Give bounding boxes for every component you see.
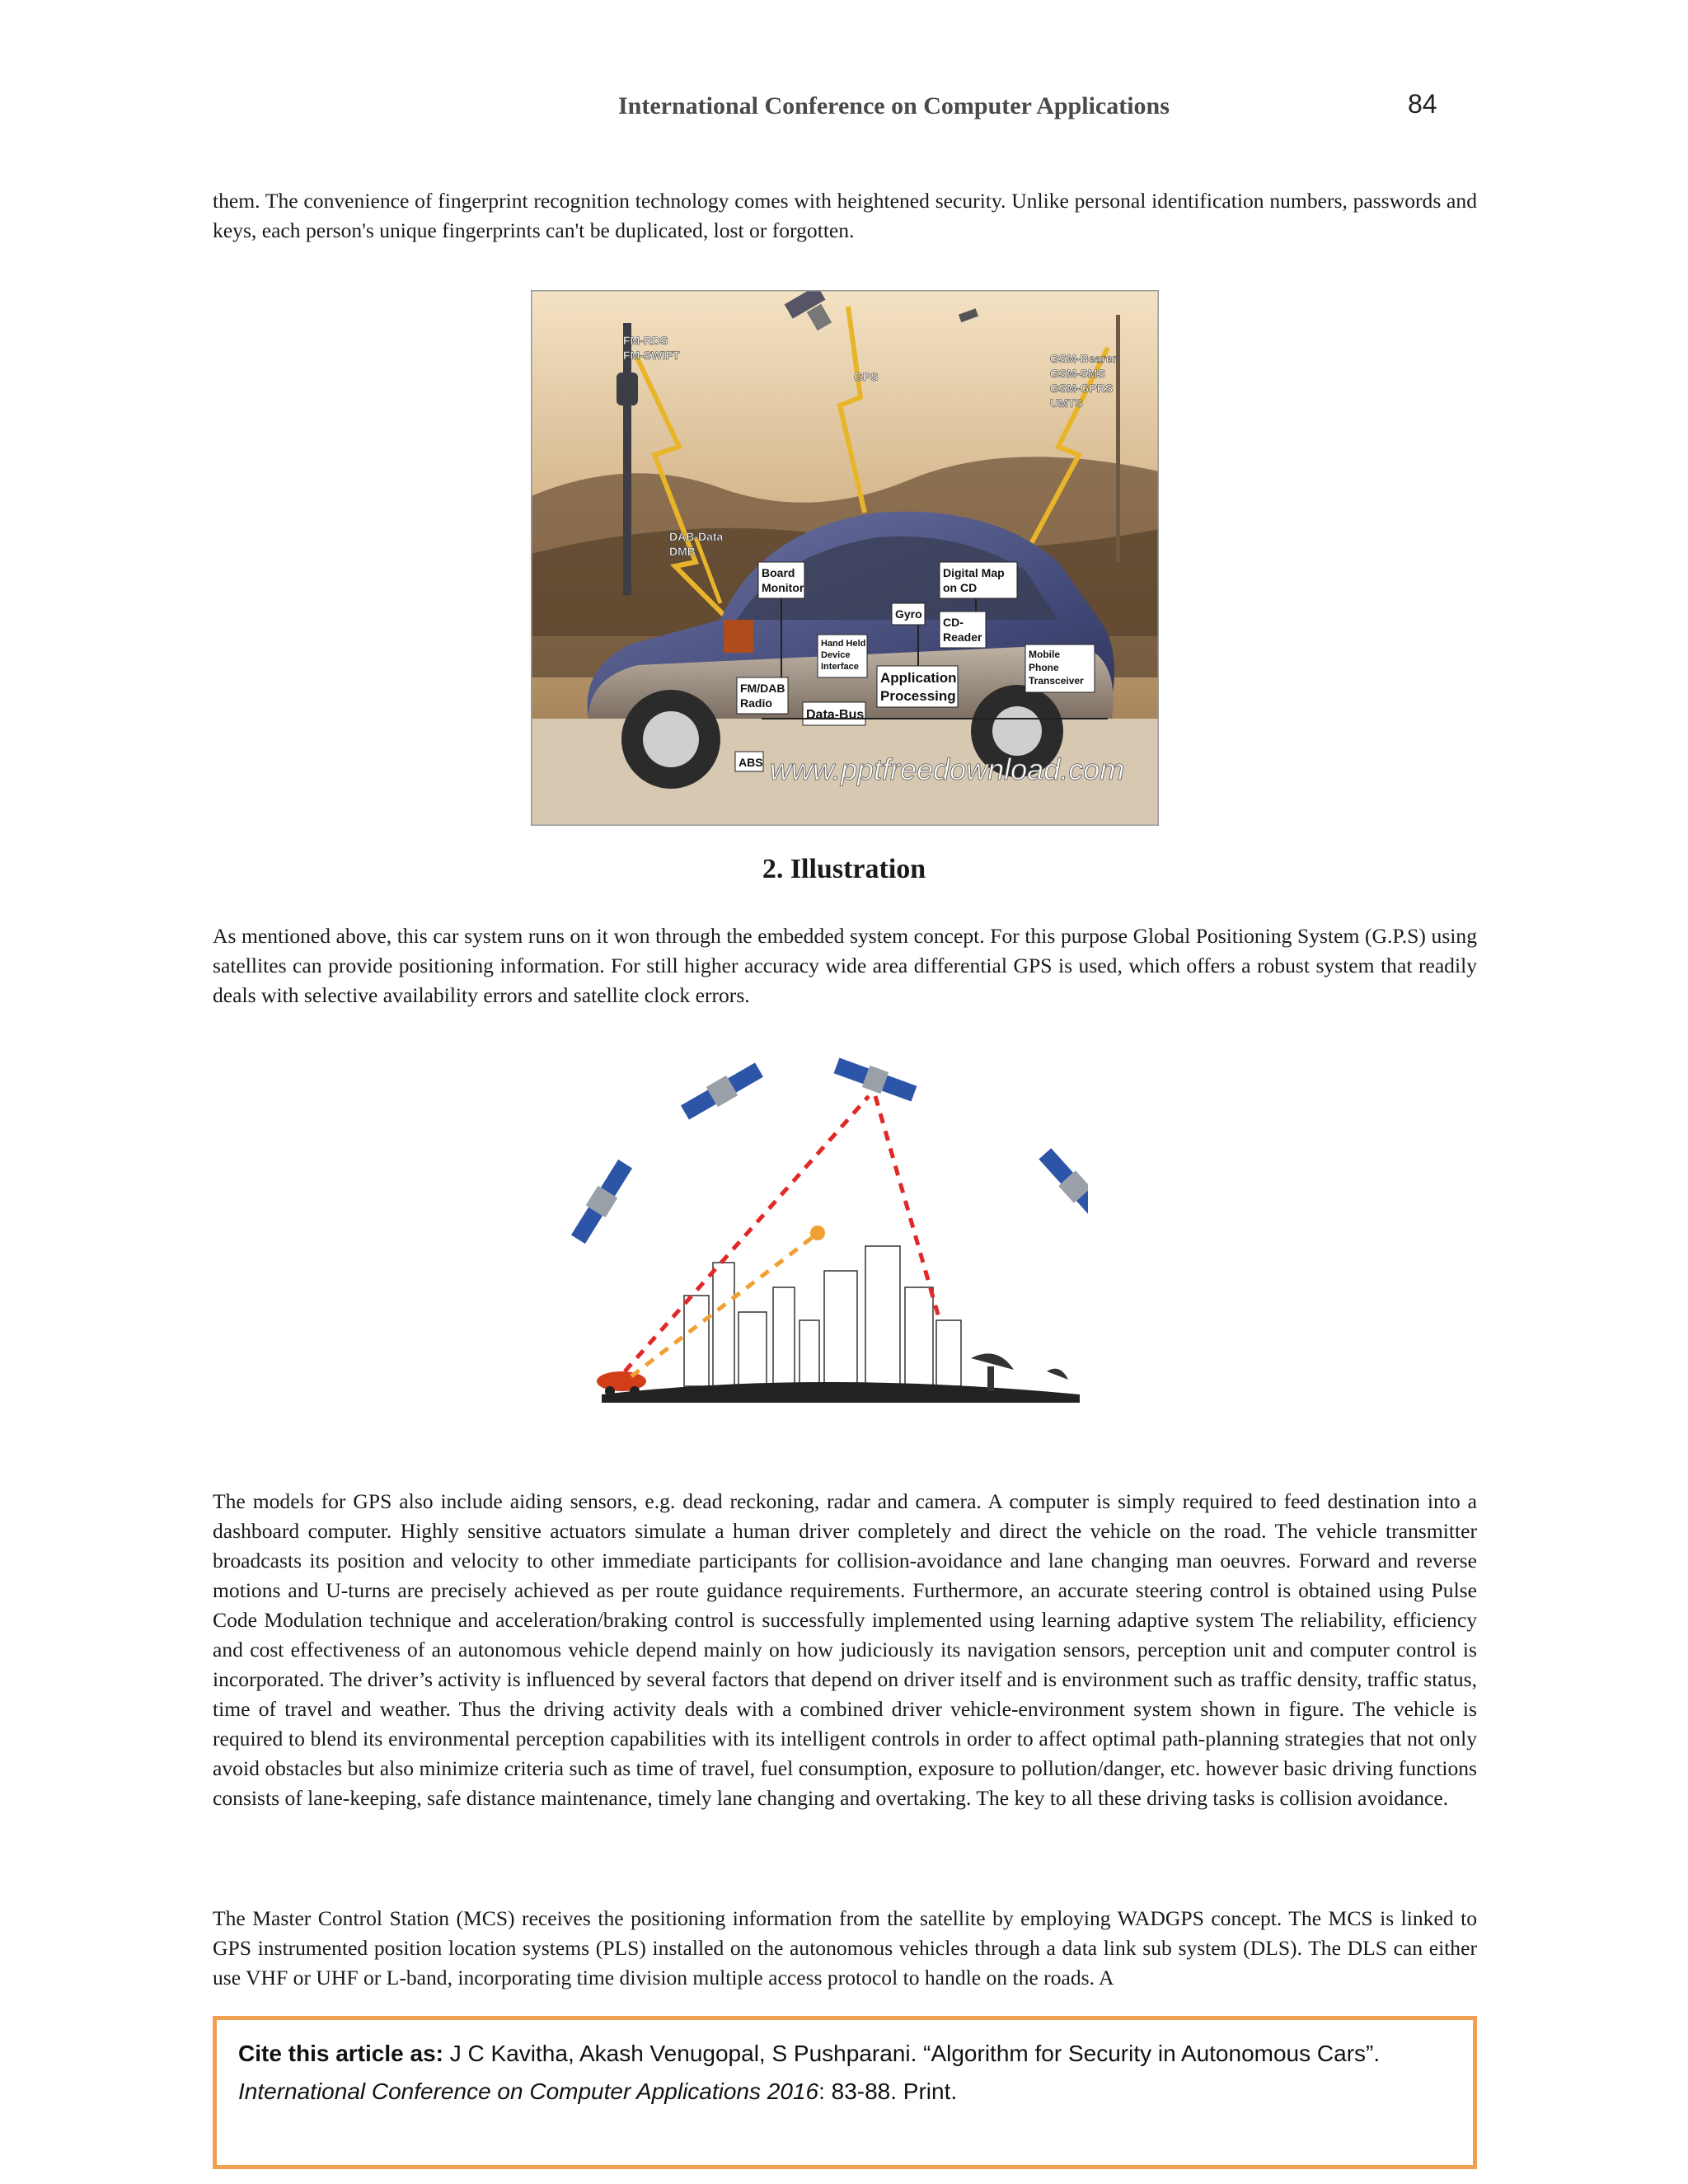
paragraph-mcs: The Master Control Station (MCS) receives the positioning information from the satellite by employing WADGPS concept. The MCS is linked to GPS instrumented position location systems (PLS) installed on the autonomous vehicles through a data link sub system (DLS). The DLS can either use VHF or UHF or L-band, incorporating time division multiple access protocol to handle on the roads. A — [213, 1906, 1477, 1990]
label-gps: GPS — [854, 370, 879, 383]
label-application: Application — [880, 670, 957, 686]
label-gsm-bearer: GSM-Bearer — [1050, 352, 1117, 365]
label-board: Board — [762, 566, 795, 579]
label-gyro: Gyro — [895, 607, 922, 621]
satellite-icon-right — [1036, 1146, 1088, 1228]
gps-satellite-figure — [552, 1040, 1088, 1427]
label-monitor: Monitor — [762, 581, 804, 594]
journal-title: International Conference on Computer Applications — [618, 92, 1170, 120]
label-fm-swift: FM-SWIFT — [623, 349, 680, 362]
label-processing: Processing — [880, 688, 956, 704]
label-mobile: Mobile — [1029, 649, 1060, 660]
ground-horizon — [602, 1382, 1080, 1403]
label-hand-held: Hand Held — [821, 639, 866, 649]
citation-pages: : 83-88. Print. — [818, 2079, 958, 2104]
paragraph-models: The models for GPS also include aiding sensors, e.g. dead reckoning, radar and camera. A computer is simply required to feed destination into a dashboard computer. Highly sensitive actuators simulate a human driver completely and direct the vehicle on the road. The vehicle transmitter broadcasts its position and velocity to other immediate participants for collision-avoidance and lane changing man oeuvres. Forward and reverse motions and U-turns are precisely achieved as per route guidance requirements. Furthermore, an accurate steering control is obtained using Pulse Code Modulation technique and acceleration/braking control is successfully implemented using learning adaptive system The reliability, efficiency and cost effectiveness of an autonomous vehicle depend mainly on how judiciously its navigation sensors, perception unit and computer control is incorporated. The driver’s activity is influenced by several factors that depend on driver itself and is environment such as traffic density, traffic status, time of travel and weather. Thus the driving activity deals with a combined driver vehicle-environment system shown in figure. The vehicle is required to blend its environmental perception capabilities with its intelligent controls in order to affect optimal path-planning strategies that not only avoid obstacles but also minimize criteria such as time of travel, fuel consumption, exposure to pollution/danger, etc. however basic driving functions consists of lane-keeping, safe distance maintenance, timely lane changing and overtaking. The key to all these driving tasks is collision avoidance. — [213, 1489, 1477, 1810]
citation-label: Cite this article as: — [238, 2041, 443, 2066]
paragraph-gps: As mentioned above, this car system runs on it won through the embedded system concept. For this purpose Global Positioning System (G.P.S) using satellites can provide positioning information. For still higher accuracy wide area differential GPS is used, which offers a robust system that readily deals with selective availability errors and satellite clock errors. — [213, 924, 1477, 1007]
label-gsm-sms: GSM-SMS — [1050, 367, 1105, 380]
label-gsm-gprs: GSM-GPRS — [1050, 382, 1114, 395]
label-umts: UMTS — [1050, 396, 1083, 410]
relay-point — [810, 1226, 825, 1240]
label-digital-map: Digital Map — [943, 566, 1005, 579]
ground-station-dish-icon — [971, 1353, 1068, 1391]
label-dab-data: DAB-Data — [669, 530, 724, 543]
label-data-bus: Data-Bus — [806, 708, 865, 722]
label-transceiver: Transceiver — [1029, 675, 1084, 687]
label-reader: Reader — [943, 630, 982, 644]
label-dmb: DMB — [669, 545, 696, 558]
label-cd: CD- — [943, 616, 964, 629]
section-heading: 2. Illustration — [762, 854, 926, 884]
running-head — [0, 89, 1688, 129]
label-on-cd: on CD — [943, 581, 978, 594]
paragraph-intro: them. The convenience of fingerprint recognition technology comes with heightened security. Unlike personal identification numbers, passwords and keys, each person's unique fingerprints can't be duplicated, lost or forgotten. — [213, 189, 1477, 242]
label-abs: ABS — [738, 756, 763, 769]
figure-watermark: www.pptfreedownload.com — [770, 752, 1125, 786]
citation-conference: International Conference on Computer Applications 2016 — [238, 2079, 819, 2104]
satellite-icon-left — [569, 1158, 635, 1245]
car-telematics-figure — [531, 290, 1159, 826]
city-skyline — [684, 1246, 961, 1386]
label-fm-rds: FM-RDS — [623, 334, 668, 347]
label-radio: Radio — [740, 696, 772, 710]
label-phone: Phone — [1029, 662, 1059, 673]
label-fm-dab: FM/DAB — [740, 682, 785, 695]
label-device: Device — [821, 650, 851, 660]
satellite-icon-upper-left — [679, 1060, 765, 1122]
page-number: 84 — [1408, 89, 1437, 119]
citation-authors-title: J C Kavitha, Akash Venugopal, S Pushparani. “Algorithm for Security in Autonomous Cars”. — [449, 2041, 1381, 2066]
label-interface: Interface — [821, 662, 859, 672]
citation-box — [213, 2016, 1477, 2169]
